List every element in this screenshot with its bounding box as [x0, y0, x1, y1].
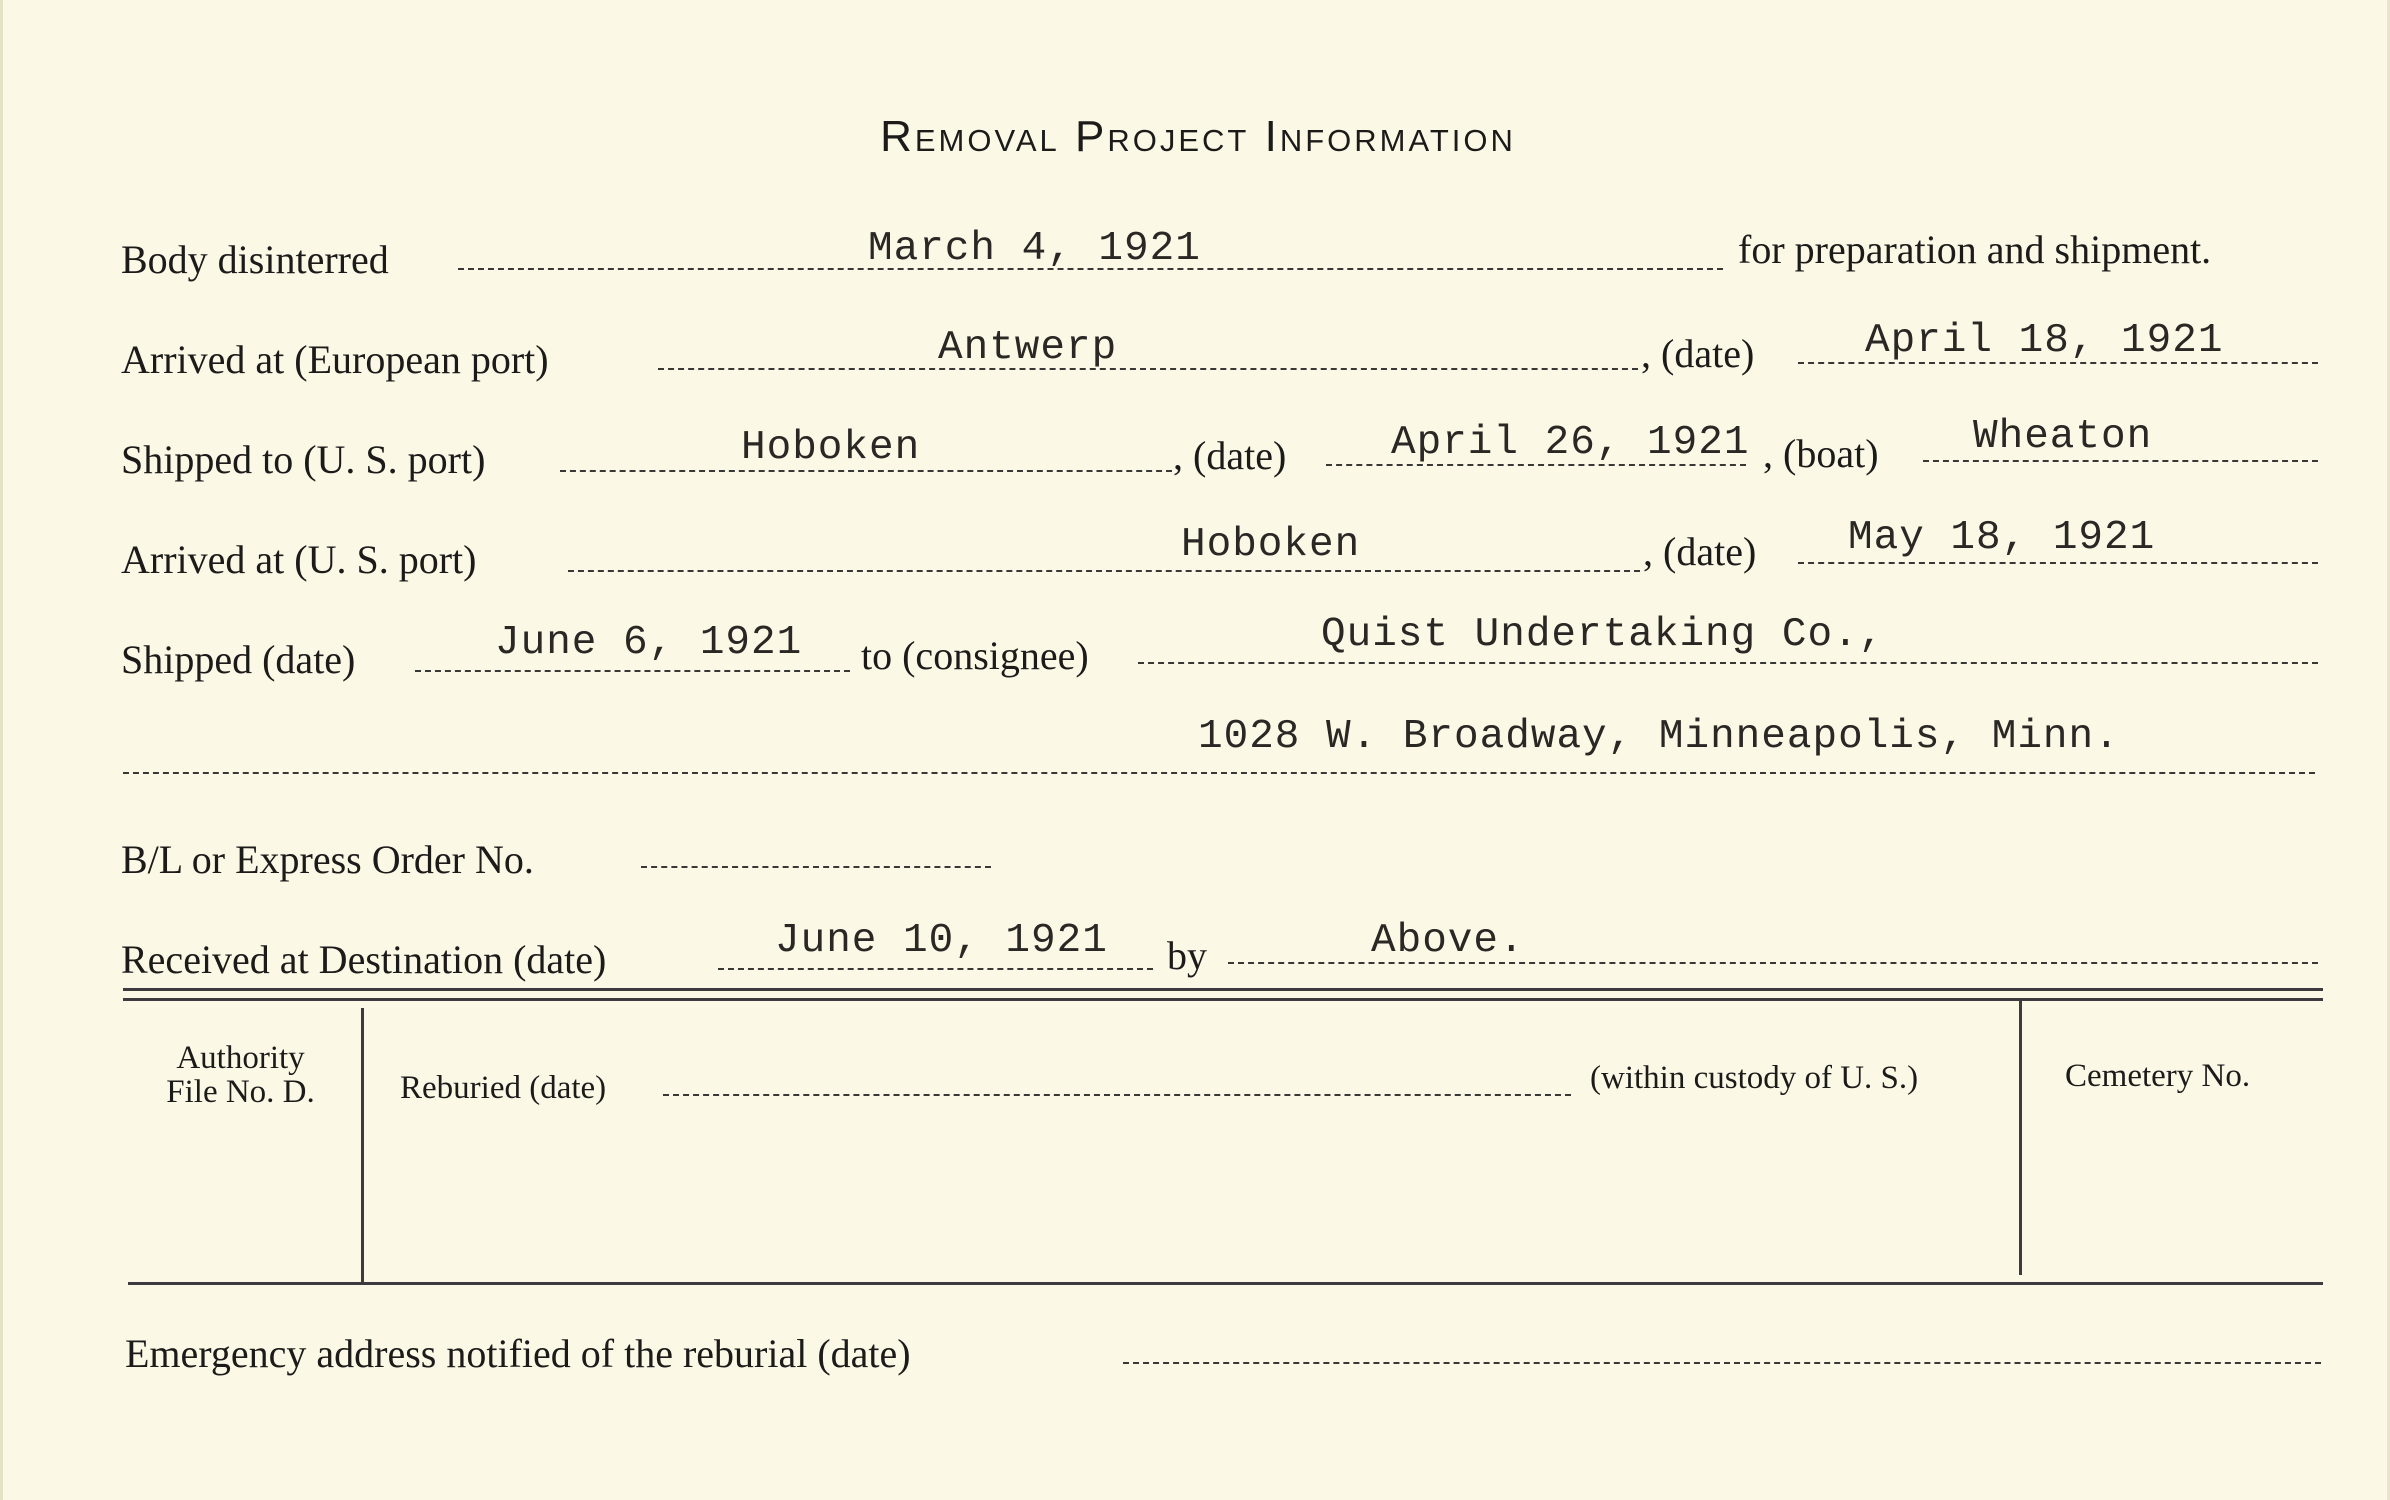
disinterred-suffix: for preparation and shipment.	[1738, 227, 2212, 272]
consignee-label: to (consignee)	[861, 633, 1089, 678]
arrived-eu-date-label: , (date)	[1641, 331, 1755, 376]
disinterred-label: Body disinterred	[121, 237, 389, 282]
shipped-date-line	[415, 670, 850, 672]
box-top-rule-2	[123, 998, 2323, 1001]
box-bottom-rule	[128, 1282, 2323, 1285]
arrived-eu-port: Antwerp	[938, 325, 1118, 371]
shipped-us-label: Shipped to (U. S. port)	[121, 437, 486, 482]
authority-label-2: File No. D.	[166, 1074, 315, 1110]
disinterred-date: March 4, 1921	[868, 226, 1201, 272]
arrived-us-date-line	[1798, 562, 2318, 564]
emergency-line	[1123, 1362, 2321, 1364]
shipped-us-date: April 26, 1921	[1391, 420, 1750, 466]
shipped-us-boat-label: , (boat)	[1763, 431, 1879, 476]
box-divider-left	[361, 1008, 364, 1283]
arrived-us-label: Arrived at (U. S. port)	[121, 537, 477, 582]
consignee-line	[1138, 662, 2318, 664]
reburied-line	[663, 1094, 1571, 1096]
bl-line	[641, 866, 991, 868]
received-date: June 10, 1921	[775, 918, 1108, 964]
custody-label: (within custody of U. S.)	[1590, 1060, 1919, 1096]
shipped-us-port: Hoboken	[741, 425, 921, 471]
bl-label: B/L or Express Order No.	[121, 837, 534, 882]
arrived-us-port-line	[568, 570, 1640, 572]
shipped-us-boat: Wheaton	[1973, 414, 2153, 460]
received-date-line	[718, 968, 1153, 970]
box-divider-right	[2019, 1000, 2022, 1275]
arrived-us-port: Hoboken	[1181, 522, 1361, 568]
card-title: Removal Project Information	[880, 112, 1516, 161]
shipped-us-date-label: , (date)	[1173, 433, 1287, 478]
authority-label-1: Authority	[176, 1040, 305, 1076]
arrived-us-date: May 18, 1921	[1848, 515, 2156, 561]
emergency-label: Emergency address notified of the reburial (date)	[125, 1331, 911, 1376]
shipped-label: Shipped (date)	[121, 637, 356, 682]
received-by: Above.	[1371, 918, 1525, 964]
shipped-date: June 6, 1921	[495, 620, 803, 666]
reburied-label: Reburied (date)	[400, 1070, 607, 1106]
shipped-us-boat-line	[1923, 460, 2318, 462]
arrived-us-date-label: , (date)	[1643, 529, 1757, 574]
box-top-rule-1	[123, 988, 2323, 991]
arrived-eu-port-line	[658, 368, 1638, 370]
received-by-label: by	[1167, 933, 1207, 978]
received-label: Received at Destination (date)	[121, 937, 607, 982]
arrived-eu-date: April 18, 1921	[1865, 318, 2224, 364]
arrived-eu-label: Arrived at (European port)	[121, 337, 549, 382]
consignee-name: Quist Undertaking Co.,	[1321, 612, 1885, 658]
cemetery-label: Cemetery No.	[2065, 1058, 2251, 1094]
address-line	[123, 772, 2315, 774]
consignee-address: 1028 W. Broadway, Minneapolis, Minn.	[1198, 714, 2120, 760]
